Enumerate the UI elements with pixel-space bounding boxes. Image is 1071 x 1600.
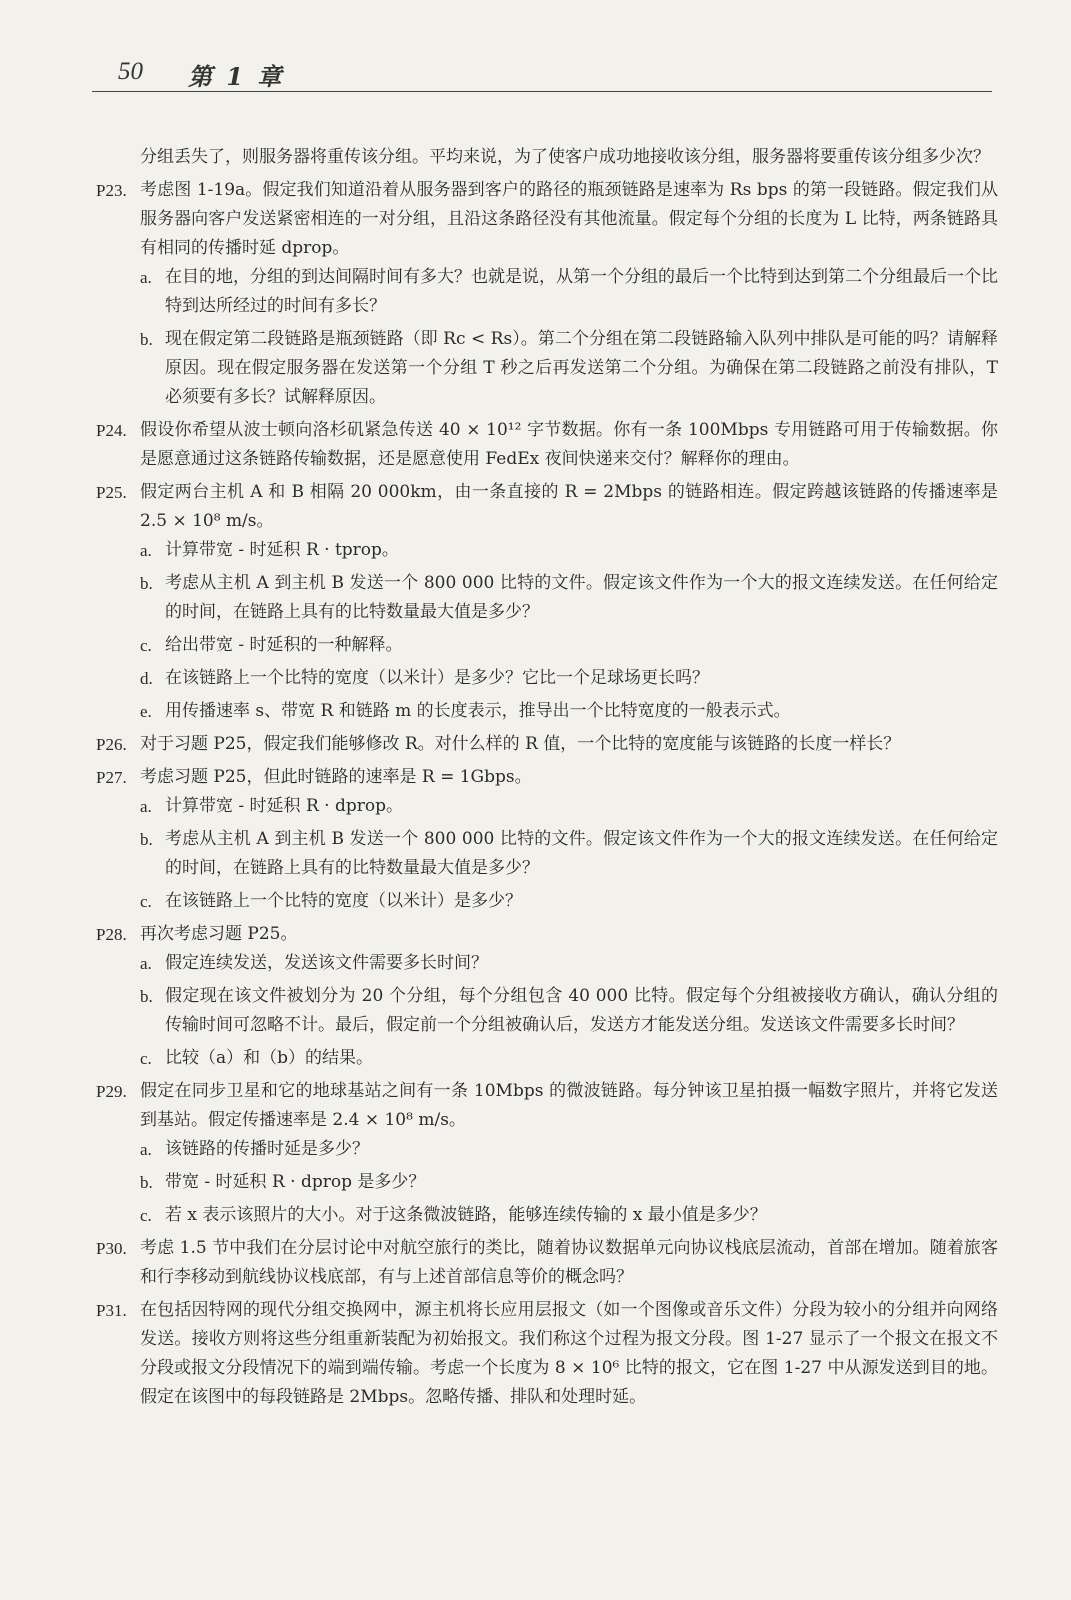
sub-question-label: a. (140, 541, 152, 560)
problem-statement (96, 1077, 998, 1135)
problem-id: P28. (96, 925, 127, 944)
sub-question-text: 现在假定第二段链路是瓶颈链路（即 Rc < Rs）。第二个分组在第二段链路输入队列中排队是可能的吗？请解释原因。现在假定服务器在发送第一个分组 T 秒之后再发送第二个分组。为确保在第二段链路之前没有排队，T 必须要有多长？试解释原因。 (165, 329, 998, 407)
problem-statement (96, 478, 998, 536)
sub-question-label: c. (140, 636, 152, 655)
problem-id: P23. (96, 181, 127, 200)
sub-question-text: 计算带宽 - 时延积 R · dprop。 (165, 796, 403, 816)
sub-question (140, 1168, 998, 1197)
sub-question (140, 792, 998, 821)
problem-item (96, 1296, 998, 1412)
problem-statement (96, 176, 998, 263)
problem-id: P30. (96, 1239, 127, 1258)
problem-text: 对于习题 P25，假定我们能够修改 R。对什么样的 R 值，一个比特的宽度能与该链路的长度一样长？ (140, 734, 901, 754)
sub-question-text: 考虑从主机 A 到主机 B 发送一个 800 000 比特的文件。假定该文件作为一个大的报文连续发送。在任何给定的时间，在链路上具有的比特数量最大值是多少？ (165, 829, 998, 878)
problem-statement (96, 763, 998, 792)
sub-question-label: c. (140, 1206, 152, 1225)
problem-id: P31. (96, 1301, 127, 1320)
sub-question-text: 考虑从主机 A 到主机 B 发送一个 800 000 比特的文件。假定该文件作为一个大的报文连续发送。在任何给定的时间，在链路上具有的比特数量最大值是多少？ (165, 573, 998, 622)
problem-item (96, 920, 998, 1073)
sub-question-label: d. (140, 669, 153, 688)
problem-statement (96, 1296, 998, 1412)
sub-question-label: a. (140, 797, 152, 816)
sub-question-text: 在目的地，分组的到达间隔时间有多大？也就是说，从第一个分组的最后一个比特到达到第二个分组最后一个比特到达所经过的时间有多长？ (165, 267, 998, 316)
problem-item (96, 176, 998, 412)
problem-text: 考虑 1.5 节中我们在分层讨论中对航空旅行的类比，随着协议数据单元向协议栈底层流动，首部在增加。随着旅客和行李移动到航线协议栈底部，有与上述首部信息等价的概念吗？ (140, 1238, 998, 1287)
sub-question-label: c. (140, 892, 152, 911)
problem-list (96, 176, 998, 1412)
sub-question (140, 949, 998, 978)
problem-id: P29. (96, 1082, 127, 1101)
problem-item (96, 763, 998, 916)
problem-id: P25. (96, 483, 127, 502)
sub-question-text: 假定连续发送，发送该文件需要多长时间？ (165, 953, 488, 973)
problem-text: 在包括因特网的现代分组交换网中，源主机将长应用层报文（如一个图像或音乐文件）分段为较小的分组并向网络发送。接收方则将这些分组重新装配为初始报文。我们称这个过程为报文分段。图 1-27 显示了一个报文在报文不分段或报文分段情况下的端到端传输。考虑一个长度为 8 × 10⁶ 比特的报文，它在图 1-27 中从源发送到目的地。假定在该图中的每段链路是 2Mbps。忽略传播、排队和处理时延。 (140, 1300, 998, 1407)
sub-question-label: b. (140, 574, 153, 593)
sub-question (140, 1044, 998, 1073)
page-header (0, 0, 1071, 100)
sub-question (140, 1201, 998, 1230)
sub-question-label: a. (140, 1140, 152, 1159)
sub-question-label: e. (140, 702, 152, 721)
problem-statement (96, 416, 998, 474)
problem-id: P27. (96, 768, 127, 787)
sub-question (140, 569, 998, 627)
problem-text: 考虑图 1-19a。假定我们知道沿着从服务器到客户的路径的瓶颈链路是速率为 Rs bps 的第一段链路。假定我们从服务器向客户发送紧密相连的一对分组，且沿这条路径没有其他流量。假定每个分组的长度为 L 比特，两条链路具有相同的传播时延 dprop。 (140, 180, 998, 258)
problem-item (96, 1234, 998, 1292)
problem-statement (96, 1234, 998, 1292)
problem-item (96, 478, 998, 726)
sub-question-text: 在该链路上一个比特的宽度（以米计）是多少？ (165, 891, 522, 911)
sub-question (140, 325, 998, 412)
sub-question-text: 给出带宽 - 时延积的一种解释。 (165, 635, 403, 655)
sub-question (140, 887, 998, 916)
problem-id: P26. (96, 735, 127, 754)
problem-text: 再次考虑习题 P25。 (140, 924, 298, 944)
sub-question-text: 比较（a）和（b）的结果。 (165, 1048, 374, 1068)
problem-statement (96, 920, 998, 949)
problem-text: 假定在同步卫星和它的地球基站之间有一条 10Mbps 的微波链路。每分钟该卫星拍摄一幅数字照片，并将它发送到基站。假定传播速率是 2.4 × 10⁸ m/s。 (140, 1081, 998, 1130)
page-body (96, 143, 998, 1416)
sub-question-text: 假定现在该文件被划分为 20 个分组，每个分组包含 40 000 比特。假定每个分组被接收方确认，确认分组的传输时间可忽略不计。最后，假定前一个分组被确认后，发送方才能发送分组。发送该文件需要多长时间？ (165, 986, 998, 1035)
chapter-title: 第 1 章 (188, 62, 285, 91)
problem-item (96, 1077, 998, 1230)
problem-item (96, 730, 998, 759)
sub-question-label: b. (140, 830, 153, 849)
sub-question (140, 263, 998, 321)
problem-item (96, 416, 998, 474)
sub-question-label: b. (140, 1173, 153, 1192)
sub-question (140, 982, 998, 1040)
sub-question-text: 带宽 - 时延积 R · dprop 是多少？ (165, 1172, 426, 1192)
problem-id: P24. (96, 421, 127, 440)
problem-text: 假设你希望从波士顿向洛杉矶紧急传送 40 × 10¹² 字节数据。你有一条 100Mbps 专用链路可用于传输数据。你是愿意通过这条链路传输数据，还是愿意使用 FedEx 夜间快递来交付？解释你的理由。 (140, 420, 998, 469)
page-number: 50 (118, 58, 143, 85)
problem-text: 考虑习题 P25，但此时链路的速率是 R = 1Gbps。 (140, 767, 532, 787)
sub-question-text: 若 x 表示该照片的大小。对于这条微波链路，能够连续传输的 x 最小值是多少？ (165, 1205, 767, 1225)
sub-question (140, 1135, 998, 1164)
problem-statement (96, 730, 998, 759)
sub-question (140, 536, 998, 565)
sub-question-text: 计算带宽 - 时延积 R · tprop。 (165, 540, 399, 560)
sub-question (140, 825, 998, 883)
sub-question-text: 该链路的传播时延是多少？ (165, 1139, 369, 1159)
sub-question-label: a. (140, 954, 152, 973)
sub-question-label: b. (140, 330, 153, 349)
sub-question (140, 664, 998, 693)
header-rule (92, 91, 992, 92)
intro-paragraph: 分组丢失了，则服务器将重传该分组。平均来说，为了使客户成功地接收该分组，服务器将要重传该分组多少次？ (140, 147, 990, 167)
problem-text: 假定两台主机 A 和 B 相隔 20 000km，由一条直接的 R = 2Mbps 的链路相连。假定跨越该链路的传播速率是 2.5 × 10⁸ m/s。 (140, 482, 998, 531)
sub-question (140, 697, 998, 726)
sub-question-label: c. (140, 1049, 152, 1068)
sub-question-label: a. (140, 268, 152, 287)
sub-question-text: 在该链路上一个比特的宽度（以米计）是多少？它比一个足球场更长吗？ (165, 668, 709, 688)
sub-question-label: b. (140, 987, 153, 1006)
sub-question-text: 用传播速率 s、带宽 R 和链路 m 的长度表示，推导出一个比特宽度的一般表示式。 (165, 701, 791, 721)
sub-question (140, 631, 998, 660)
